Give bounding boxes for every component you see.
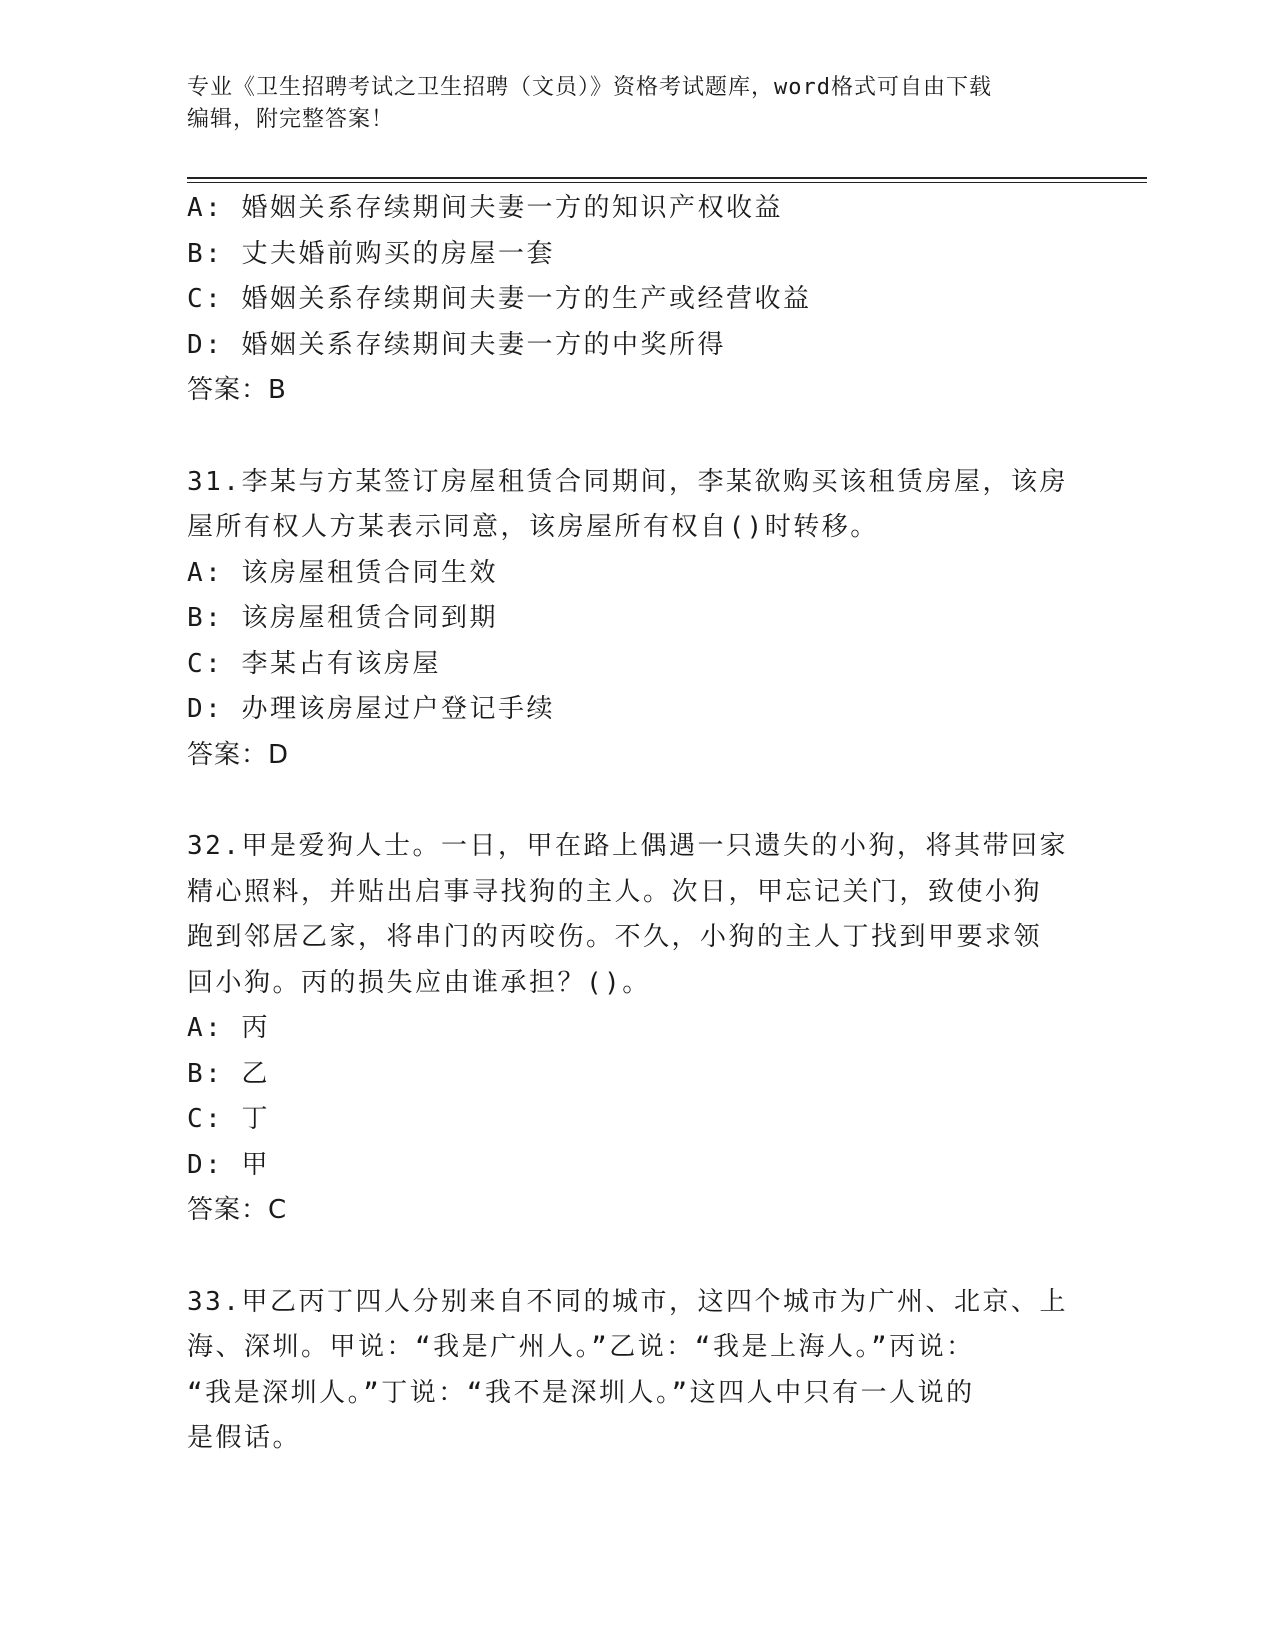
question-stem-line: 33.甲乙丙丁四人分别来自不同的城市，这四个城市为广州、北京、上 (187, 1286, 1068, 1317)
option-a: A: 婚姻关系存续期间夫妻一方的知识产权收益 (187, 193, 783, 223)
option-c: C: 婚姻关系存续期间夫妻一方的生产或经营收益 (187, 284, 812, 314)
spacer (187, 778, 1067, 824)
answer: 答案：C (187, 1195, 288, 1225)
question-31-block (187, 460, 1067, 779)
option-d: D: 甲 (187, 1149, 270, 1180)
header-line-2: 编辑，附完整答案！ (187, 107, 395, 132)
spacer (187, 414, 1067, 460)
question-stem-line: 屋所有权人方某表示同意，该房屋所有权自()时转移。 (187, 512, 879, 542)
question-30-block (187, 186, 1067, 414)
question-stem-line: 精心照料，并贴出启事寻找狗的主人。次日，甲忘记关门，致使小狗 (187, 876, 1043, 907)
document-header (187, 72, 1067, 136)
spacer (187, 1234, 1067, 1280)
option-b: B: 乙 (187, 1058, 270, 1089)
option-a: A: 该房屋租赁合同生效 (187, 557, 498, 588)
question-stem-line: “我是深圳人。”丁说：“我不是深圳人。”这四人中只有一人说的 (187, 1377, 975, 1408)
question-stem-line: 回小狗。丙的损失应由谁承担？()。 (187, 967, 651, 998)
option-b: B: 丈夫婚前购买的房屋一套 (187, 238, 555, 269)
question-stem-line: 海、深圳。甲说：“我是广州人。”乙说：“我是上海人。”丙说： (187, 1332, 975, 1362)
question-stem-line: 32.甲是爱狗人士。一日，甲在路上偶遇一只遗失的小狗，将其带回家 (187, 831, 1068, 861)
answer: 答案：D (187, 739, 290, 770)
question-33-block (187, 1280, 1067, 1462)
option-a: A: 丙 (187, 1013, 270, 1043)
option-c: C: 李某占有该房屋 (187, 648, 441, 679)
header-line-1: 专业《卫生招聘考试之卫生招聘（文员）》资格考试题库，word格式可自由下载 (187, 75, 992, 100)
question-stem-line: 跑到邻居乙家，将串门的丙咬伤。不久，小狗的主人丁找到甲要求领 (187, 922, 1043, 952)
header-divider-thin (187, 182, 1147, 183)
header-divider-thick (187, 177, 1147, 179)
option-d: D: 办理该房屋过户登记手续 (187, 694, 555, 724)
document-body (187, 186, 1067, 1462)
question-32-block (187, 824, 1067, 1234)
question-stem-line: 31.李某与方某签订房屋租赁合同期间，李某欲购买该租赁房屋，该房 (187, 466, 1068, 497)
option-b: B: 该房屋租赁合同到期 (187, 603, 498, 633)
question-stem-line: 是假话。 (187, 1423, 302, 1453)
option-d: D: 婚姻关系存续期间夫妻一方的中奖所得 (187, 329, 726, 360)
option-c: C: 丁 (187, 1104, 270, 1134)
answer: 答案：B (187, 375, 287, 405)
